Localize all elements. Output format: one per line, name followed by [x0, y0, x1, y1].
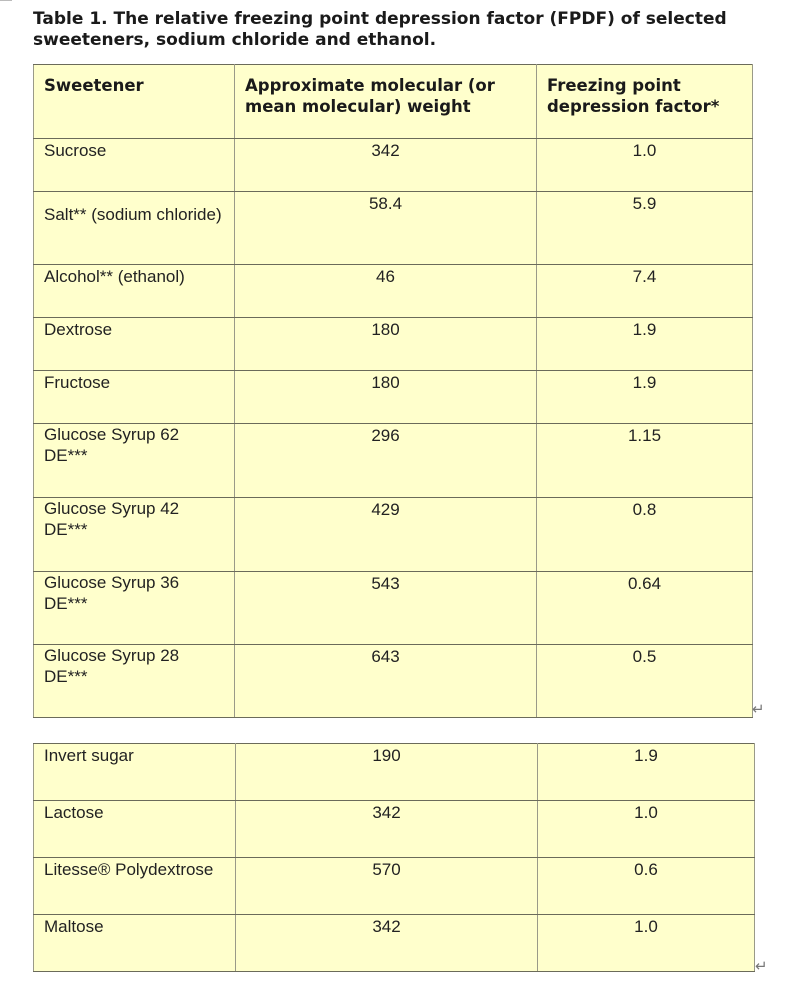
fpdf-value: 7.4	[537, 265, 753, 318]
fpdf-value: 1.0	[537, 139, 753, 192]
molecular-weight: 46	[235, 265, 537, 318]
table-row	[34, 645, 753, 718]
fpdf-value: 5.9	[537, 192, 753, 265]
molecular-weight: 570	[236, 858, 538, 915]
molecular-weight: 180	[235, 371, 537, 424]
fpdf-value: 0.64	[537, 572, 753, 645]
fpdf-table-continued	[33, 743, 755, 972]
header-weight: Approximate molecular (or mean molecular) weight	[235, 65, 537, 139]
sweetener-name: Invert sugar	[34, 744, 236, 801]
header-sweetener: Sweetener	[34, 65, 235, 139]
sweetener-name: Fructose	[34, 371, 235, 424]
table-row	[34, 318, 753, 371]
fpdf-table	[33, 64, 753, 718]
table-row	[34, 139, 753, 192]
paragraph-mark: ↵	[755, 957, 768, 975]
sweetener-name: Sucrose	[34, 139, 235, 192]
sweetener-name: Lactose	[34, 801, 236, 858]
molecular-weight: 643	[235, 645, 537, 718]
sweetener-name: Glucose Syrup 62 DE***	[34, 424, 235, 498]
molecular-weight: 429	[235, 498, 537, 572]
molecular-weight: 342	[235, 139, 537, 192]
molecular-weight: 342	[236, 915, 538, 972]
table-row	[34, 572, 753, 645]
table-row	[34, 915, 755, 972]
sweetener-name: Maltose	[34, 915, 236, 972]
table-row	[34, 371, 753, 424]
molecular-weight: 58.4	[235, 192, 537, 265]
paragraph-mark: ↵	[752, 700, 765, 718]
header-fpdf: Freezing point depression factor*	[537, 65, 753, 139]
table-caption: Table 1. The relative freezing point depression factor (FPDF) of selected sweeteners, sodium chloride and ethanol.	[33, 9, 727, 50]
sweetener-name: Litesse® Polydextrose	[34, 858, 236, 915]
table-row	[34, 265, 753, 318]
table-row	[34, 424, 753, 498]
fpdf-value: 1.0	[538, 915, 755, 972]
sweetener-name: Glucose Syrup 28 DE***	[34, 645, 235, 718]
fpdf-value: 1.9	[538, 744, 755, 801]
table-header-row	[34, 65, 753, 139]
fpdf-value: 0.5	[537, 645, 753, 718]
table-row	[34, 801, 755, 858]
molecular-weight: 296	[235, 424, 537, 498]
molecular-weight: 190	[236, 744, 538, 801]
table-row	[34, 498, 753, 572]
sweetener-name: Glucose Syrup 36 DE***	[34, 572, 235, 645]
table-row	[34, 192, 753, 265]
table-row	[34, 858, 755, 915]
fpdf-value: 1.9	[537, 318, 753, 371]
table-row	[34, 744, 755, 801]
fpdf-value: 0.8	[537, 498, 753, 572]
fpdf-value: 1.0	[538, 801, 755, 858]
sweetener-name: Alcohol** (ethanol)	[34, 265, 235, 318]
molecular-weight: 342	[236, 801, 538, 858]
fpdf-value: 1.15	[537, 424, 753, 498]
corner-mark	[0, 0, 12, 1]
sweetener-name: Salt** (sodium chloride)	[34, 192, 235, 265]
fpdf-value: 0.6	[538, 858, 755, 915]
molecular-weight: 180	[235, 318, 537, 371]
fpdf-value: 1.9	[537, 371, 753, 424]
sweetener-name: Glucose Syrup 42 DE***	[34, 498, 235, 572]
molecular-weight: 543	[235, 572, 537, 645]
sweetener-name: Dextrose	[34, 318, 235, 371]
